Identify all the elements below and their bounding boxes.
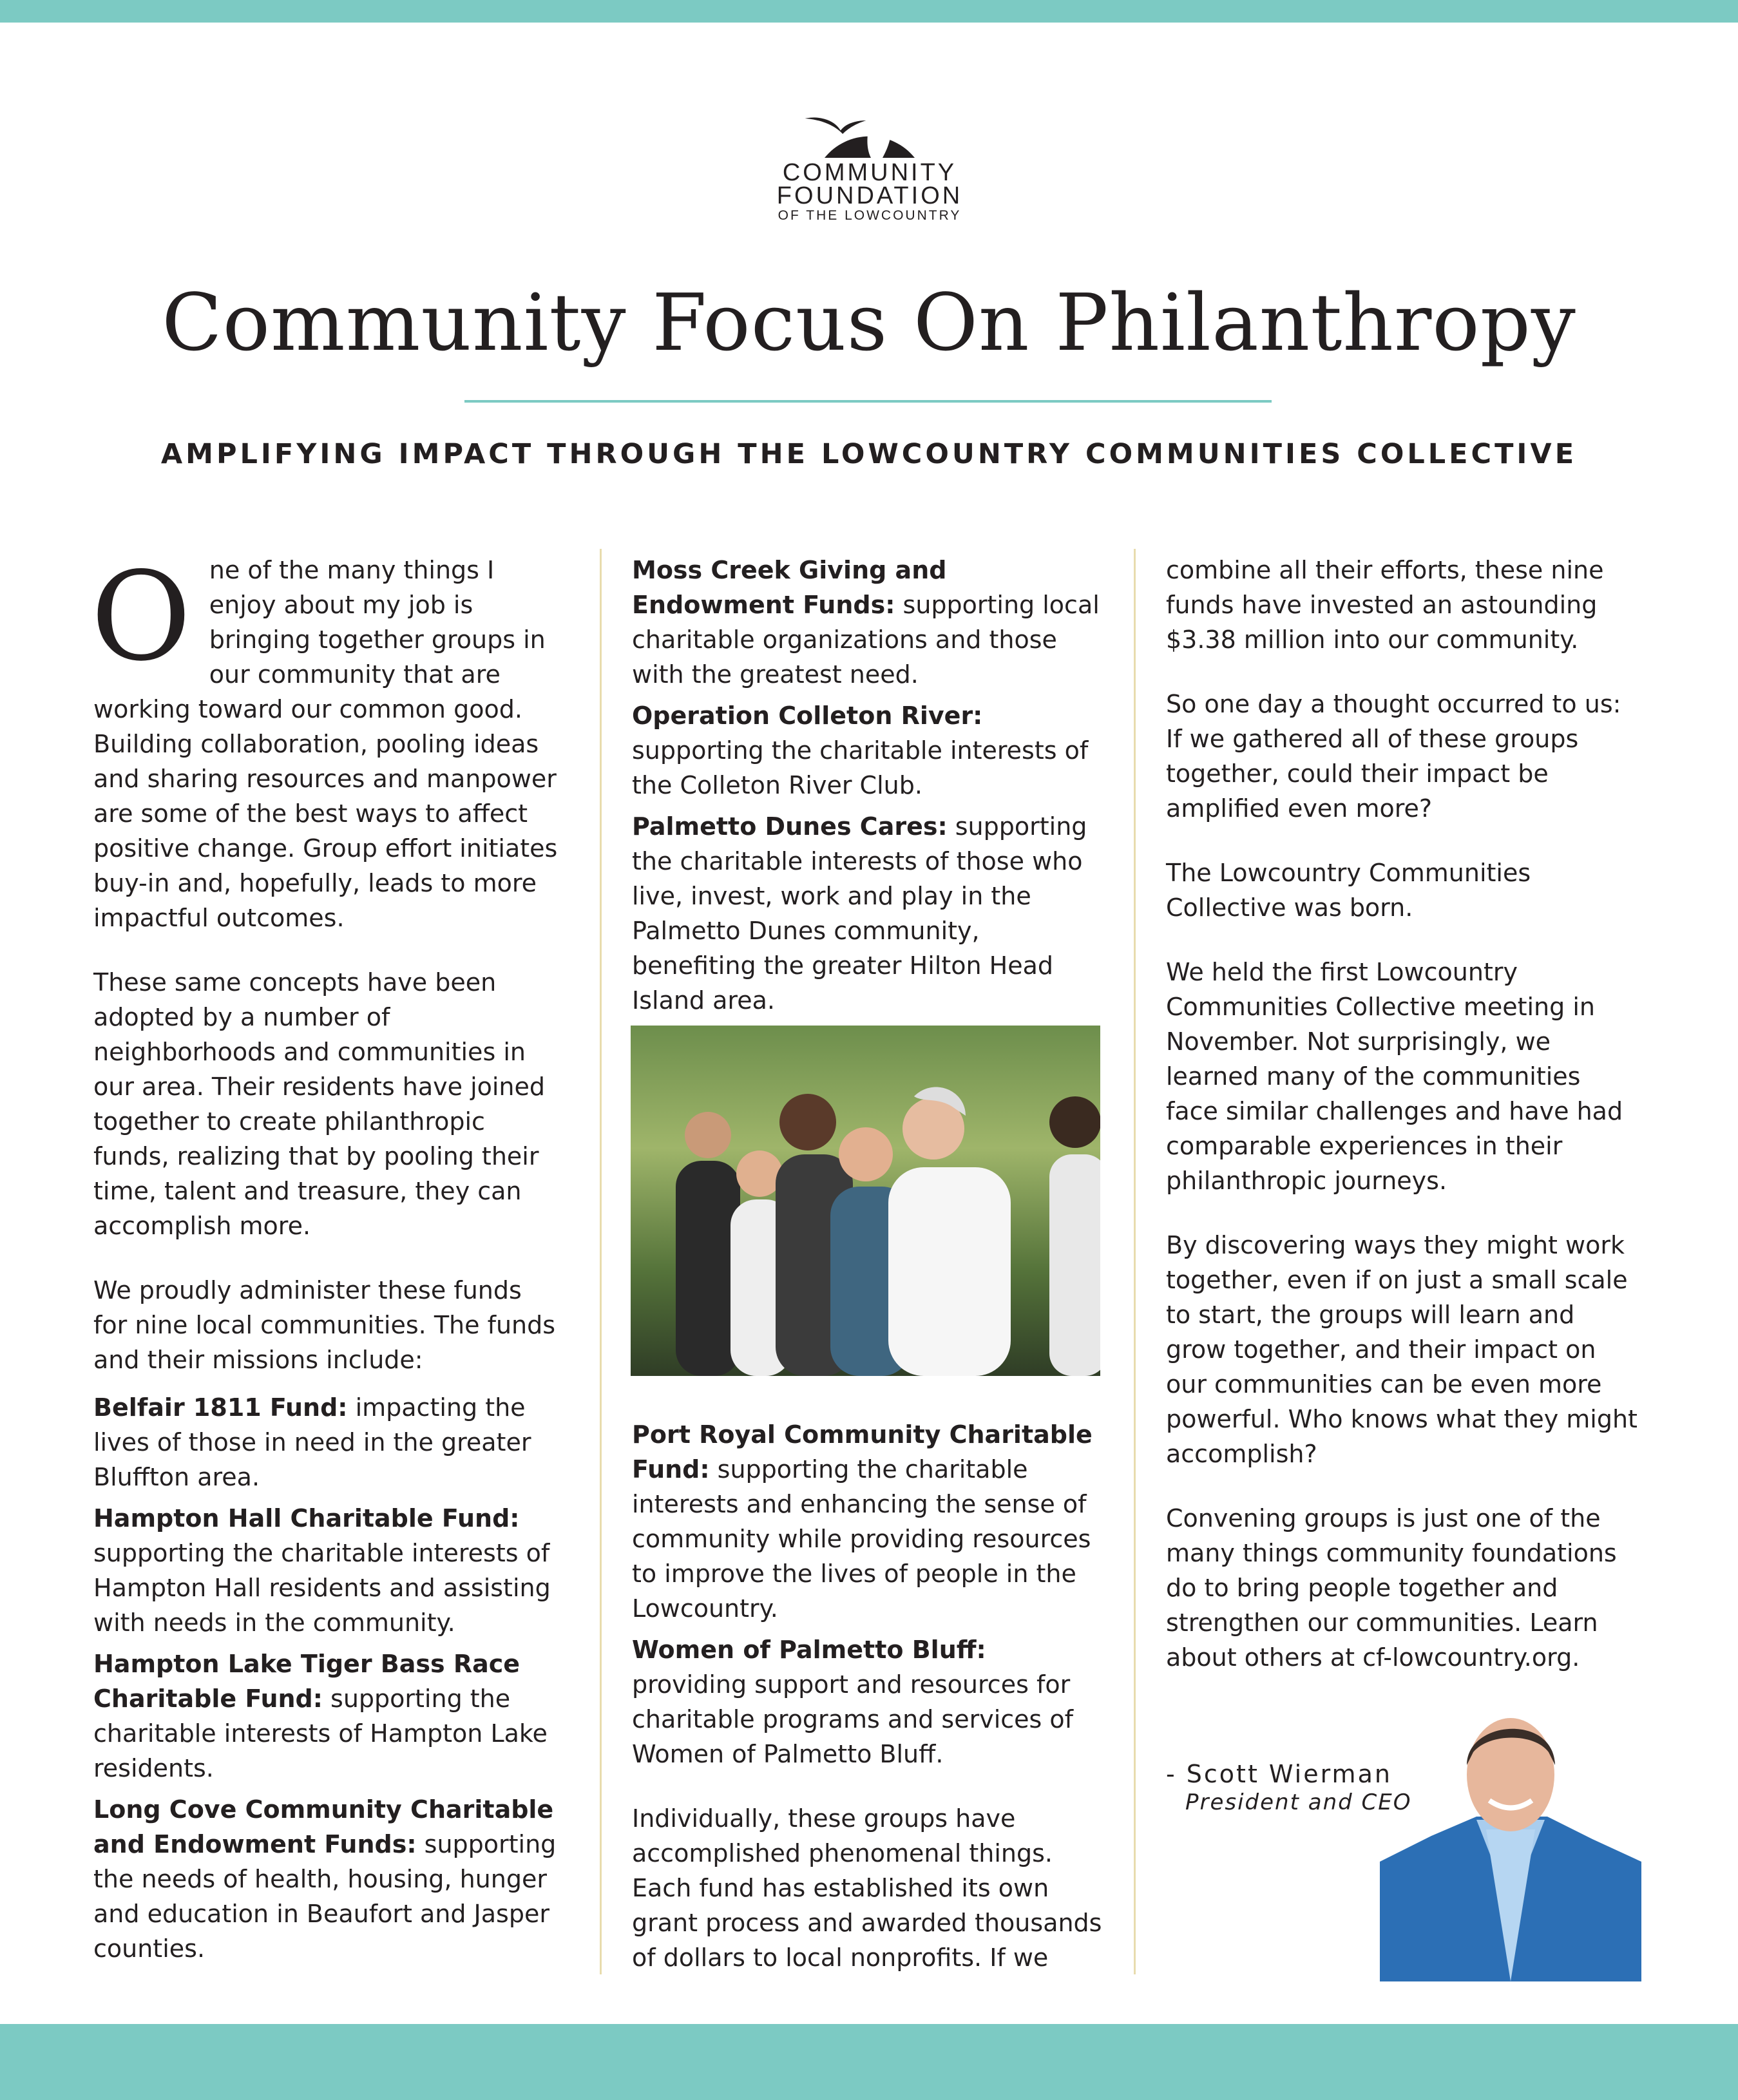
paragraph: These same concepts have been adopted by a number of neighborhoods and communities in our area. Their residents have joined together to create philanthropic funds, realizing that by pooling their time, talent and treasure, they can accomplish more.: [93, 968, 546, 1240]
community-foundation-logo: [741, 90, 998, 238]
fund-item: [93, 1501, 560, 1640]
drop-cap: O: [91, 546, 191, 688]
fund-name: Belfair 1811 Fund:: [93, 1393, 348, 1422]
column-2: [632, 553, 1102, 1024]
fund-desc: impacting the lives of those in need in the greater Bluffton area.: [93, 1393, 531, 1491]
page-title: Community Focus On Philanthropy: [162, 277, 1576, 368]
fund-desc: supporting the charitable interests of Hampton Hall residents and assisting with needs in the community.: [93, 1539, 551, 1637]
fund-name: Operation Colleton River:: [632, 702, 983, 730]
portrait-image-icon: [1380, 1713, 1641, 1981]
fund-desc: supporting the charitable interests of those who live, invest, work and play in the Palmetto Dunes community, benefiting the greater Hilton Head Island area.: [632, 812, 1087, 1015]
logo-line-1: COMMUNITY: [782, 159, 957, 186]
fund-name: Hampton Lake Tiger Bass Race Charitable Fund:: [93, 1650, 520, 1713]
fund-desc: providing support and resources for charitable programs and services of Women of Palmetto Bluff.: [632, 1670, 1074, 1768]
column-3: [1166, 553, 1639, 1704]
ceo-headshot: [1380, 1713, 1641, 1981]
top-accent-bar: [0, 0, 1738, 23]
column-divider: [600, 549, 602, 1974]
paragraph: combine all their efforts, these nine funds have invested an astounding $3.38 million into our community.: [1166, 556, 1604, 654]
signature: [1166, 1760, 1412, 1817]
fund-name: Port Royal Community Charitable Fund:: [632, 1420, 1093, 1484]
signature-name: - Scott Wierman: [1166, 1760, 1392, 1788]
fund-desc: supporting the charitable interests and enhancing the sense of community while providing resources to improve the lives of people in the Lowcountry.: [632, 1455, 1091, 1623]
group-of-people-image-icon: [631, 1026, 1100, 1376]
fund-item: [93, 1647, 560, 1786]
fund-item: [632, 1632, 1102, 1771]
column-1: [91, 546, 560, 1972]
fund-name: Long Cove Community Charitable and Endowment Funds:: [93, 1795, 554, 1858]
group-photo: [631, 1026, 1100, 1376]
paragraph: We held the first Lowcountry Communities Collective meeting in November. Not surprisingly, we learned many of the communities face similar challenges and have had comparable experiences in their philanthropic journeys.: [1166, 958, 1623, 1195]
fund-item: [632, 1417, 1102, 1626]
closing-text: Convening groups is just one of the many things community foundations do to bring people together and strengthen our communities. Learn about others at cf-lowcountry.org.: [1166, 1504, 1617, 1672]
fund-name: Hampton Hall Charitable Fund:: [93, 1504, 520, 1532]
fund-desc: supporting the needs of health, housing, hunger and education in Beaufort and Jasper counties.: [93, 1830, 557, 1963]
intro-text: ne of the many things I enjoy about my job is bringing together groups in our community that are working toward our common good. Building collaboration, pooling ideas and sharing resources and manpower are some of the best ways to affect positive change. Group effort initiates buy-in and, hopefully, leads to more impactful outcomes.: [93, 556, 558, 932]
title-rule: [464, 400, 1272, 403]
fund-item: [632, 553, 1102, 692]
fund-name: Moss Creek Giving and Endowment Funds:: [632, 556, 947, 619]
fund-desc: supporting local charitable organizations and those with the greatest need.: [632, 591, 1100, 689]
fund-item: [632, 698, 1102, 803]
bird-flame-logo-icon: [799, 90, 941, 161]
column-2-continued: [632, 1417, 1102, 2005]
paragraph: [1166, 1501, 1639, 1675]
paragraph: Individually, these groups have accomplished phenomenal things. Each fund has established its own grant process and awarded thousands of dollars to local nonprofits. If we: [632, 1804, 1102, 1972]
fund-desc: supporting the charitable interests of Hampton Lake residents.: [93, 1685, 548, 1782]
fund-name: Women of Palmetto Bluff:: [632, 1636, 986, 1664]
fund-desc: supporting the charitable interests of the Colleton River Club.: [632, 736, 1089, 799]
paragraph: The Lowcountry Communities Collective was born.: [1166, 859, 1531, 922]
paragraph: So one day a thought occurred to us: If we gathered all of these groups together, could their impact be amplified even more?: [1166, 690, 1621, 823]
bottom-accent-bar: [0, 2024, 1738, 2100]
intro-paragraph: [91, 546, 560, 935]
column-divider: [1134, 549, 1136, 1974]
logo-line-2: FOUNDATION: [776, 182, 963, 209]
fund-item: [632, 809, 1102, 1018]
fund-item: [93, 1390, 560, 1494]
signature-role: President and CEO: [1185, 1790, 1412, 1815]
fund-item: [93, 1792, 560, 1966]
paragraph: We proudly administer these funds for nine local communities. The funds and their missions include:: [93, 1276, 556, 1374]
paragraph: By discovering ways they might work together, even if on just a small scale to start, the groups will learn and grow together, and their impact on our communities can be even more powerful. Who knows what they might accomplish?: [1166, 1231, 1638, 1468]
fund-name: Palmetto Dunes Cares:: [632, 812, 948, 841]
logo-line-3: OF THE LOWCOUNTRY: [778, 208, 962, 223]
subtitle: AMPLIFYING IMPACT THROUGH THE LOWCOUNTRY COMMUNITIES COLLECTIVE: [160, 438, 1578, 470]
